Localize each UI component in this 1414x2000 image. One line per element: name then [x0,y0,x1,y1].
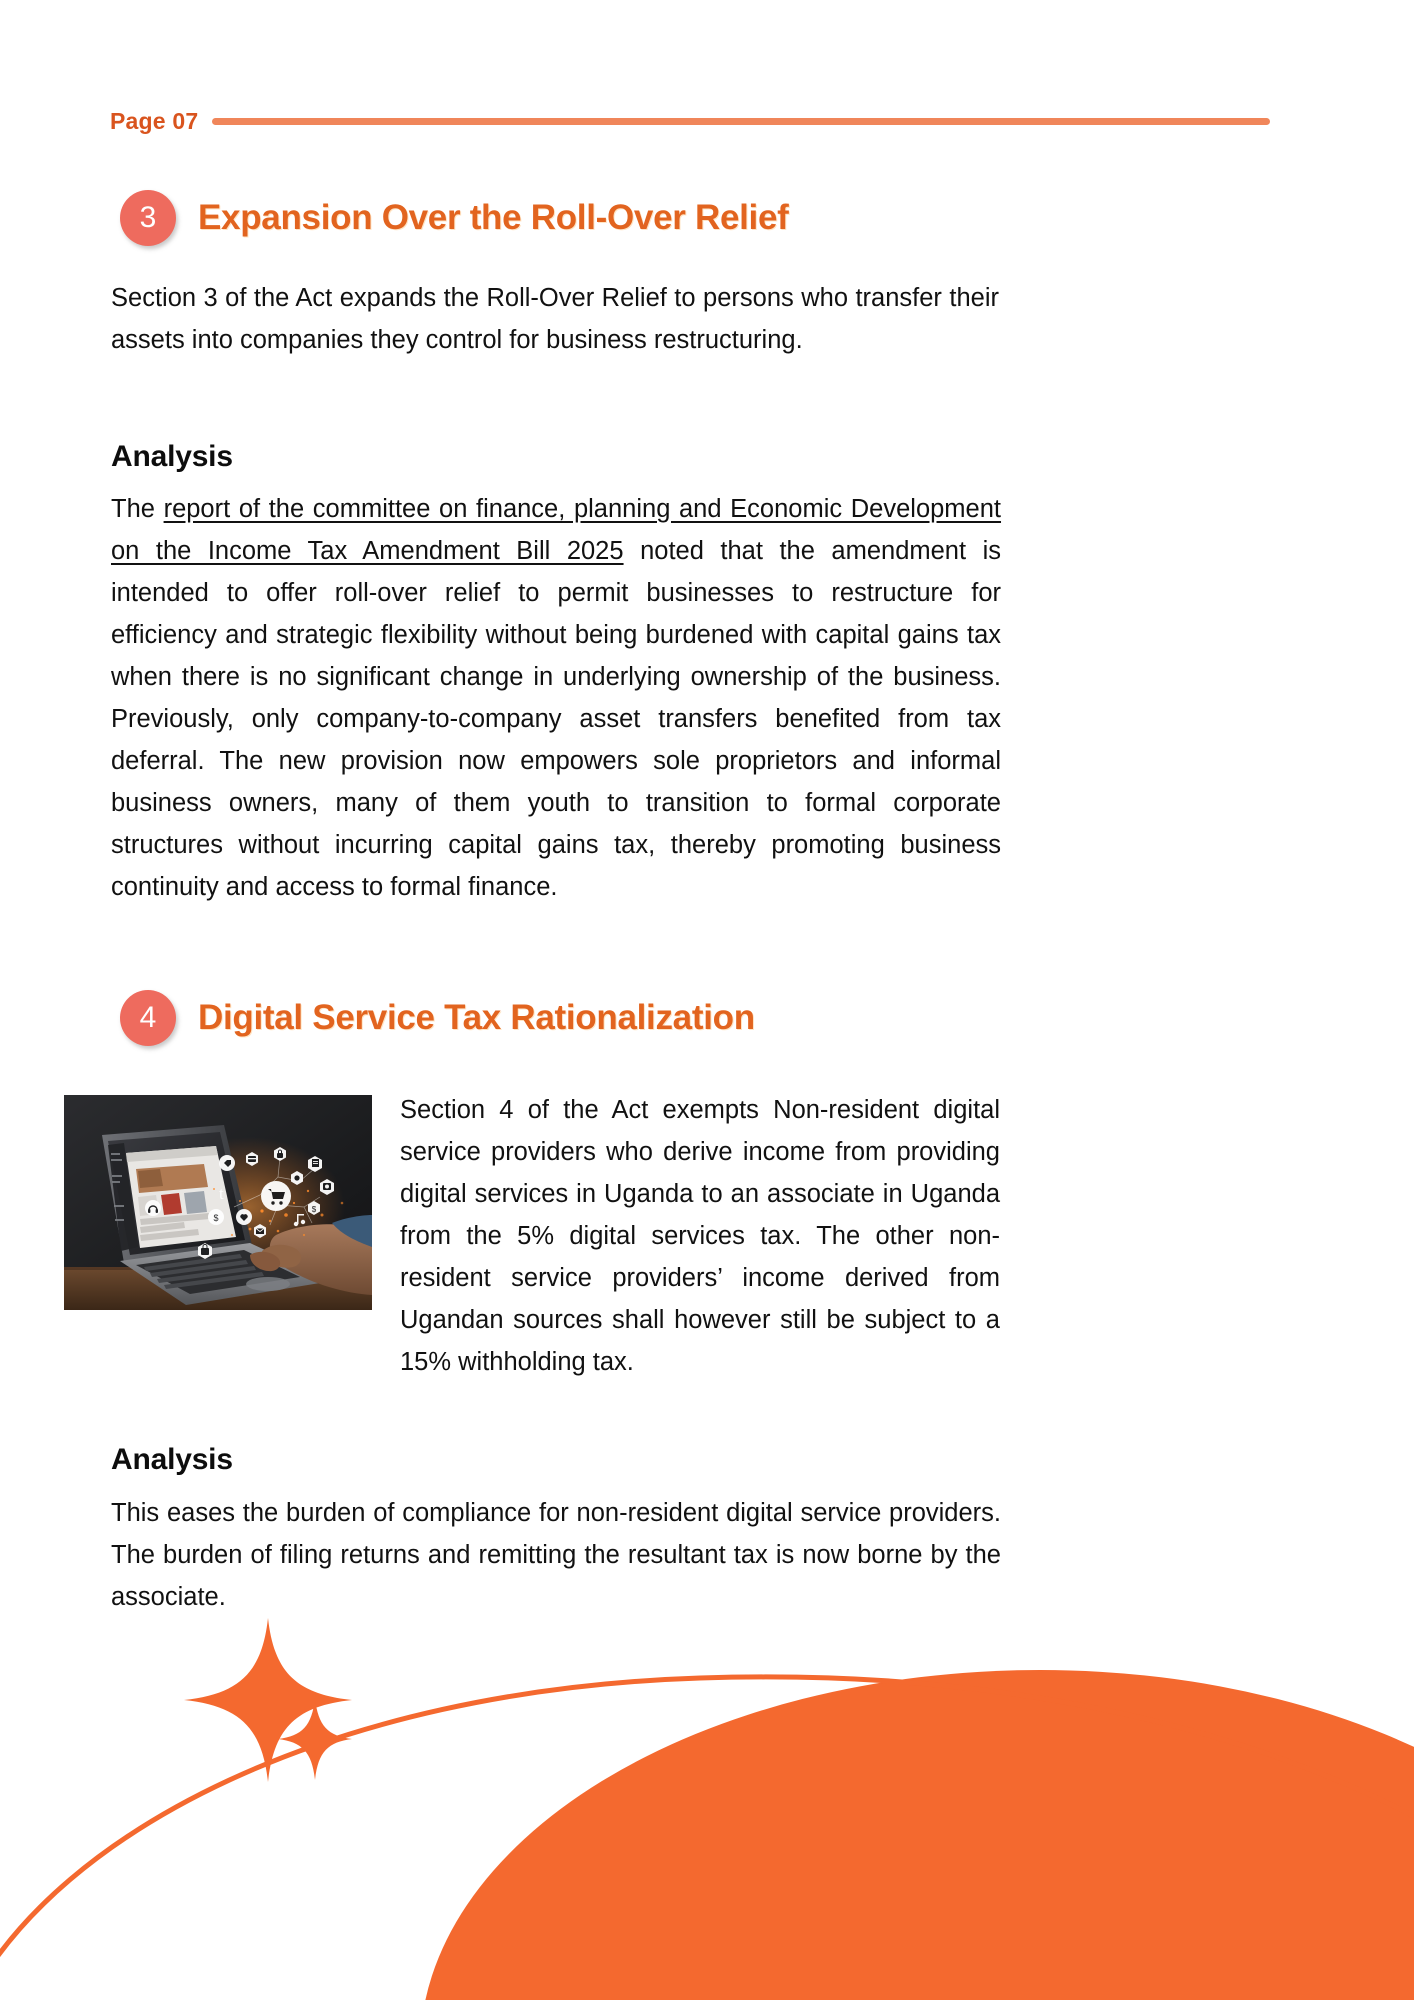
analysis-heading-1: Analysis [111,440,233,473]
section-4-figure-row [64,1095,1000,1383]
page-header [110,108,1270,135]
orange-blob-shape [420,1670,1414,2000]
section-4-heading [120,990,755,1046]
section-number-badge: 4 [120,990,176,1046]
svg-text:$: $ [311,1205,317,1214]
header-divider-rule [212,118,1270,125]
laptop-ecommerce-illustration [64,1095,372,1310]
bottom-decoration [0,1580,1414,2000]
analysis-paragraph-1 [111,488,1001,908]
section-title: Digital Service Tax Rationalization [198,998,755,1037]
section-3-heading [120,190,789,246]
svg-text:t: t [219,1184,224,1203]
analysis-rest-text: noted that the amendment is intended to offer roll-over relief to permit businesses to restructure for efficiency and strategic flexibility without being burdened with capital gains tax when there is no significant change in underlying ownership of the business. Previously, only company-to-company asset transfers benefited from tax deferral. The new provision now empowers sole proprietors and informal business owners, many of them youth to transition to formal corporate structures without incurring capital gains tax, thereby promoting business continuity and access to formal finance. [111,537,1001,901]
analysis-lead-text: The [111,495,164,523]
laptop-ecommerce-figure [64,1095,372,1310]
analysis-heading-2: Analysis [111,1443,233,1476]
section-title: Expansion Over the Roll-Over Relief [198,198,789,237]
thin-orange-arc [0,1677,1414,2000]
section-3-intro-paragraph: Section 3 of the Act expands the Roll-Over Relief to persons who transfer their assets into companies they control for business restructuring. [111,284,999,354]
section-number-badge: 3 [120,190,176,246]
section-4-intro-paragraph: Section 4 of the Act exempts Non-resident digital service providers who derive income from providing digital services in Uganda to an associate in Uganda from the 5% digital services tax. The other non-resident service providers’ income derived from Ugandan sources shall however still be subject to a 15% withholding tax. [400,1096,1000,1376]
four-point-star-large-icon [184,1618,352,1782]
analysis-underlined-reference: report of the committee on finance, planning and Economic Development on the Income Tax Amendment Bill 2025 [111,495,1002,565]
page-number-label: Page 07 [110,108,199,134]
svg-text:$: $ [213,1213,219,1223]
analysis-paragraph-2: This eases the burden of compliance for non-resident digital service providers. The burden of filing returns and remitting the resultant tax is now borne by the associate. [111,1499,1001,1611]
four-point-star-small-icon [278,1698,352,1780]
